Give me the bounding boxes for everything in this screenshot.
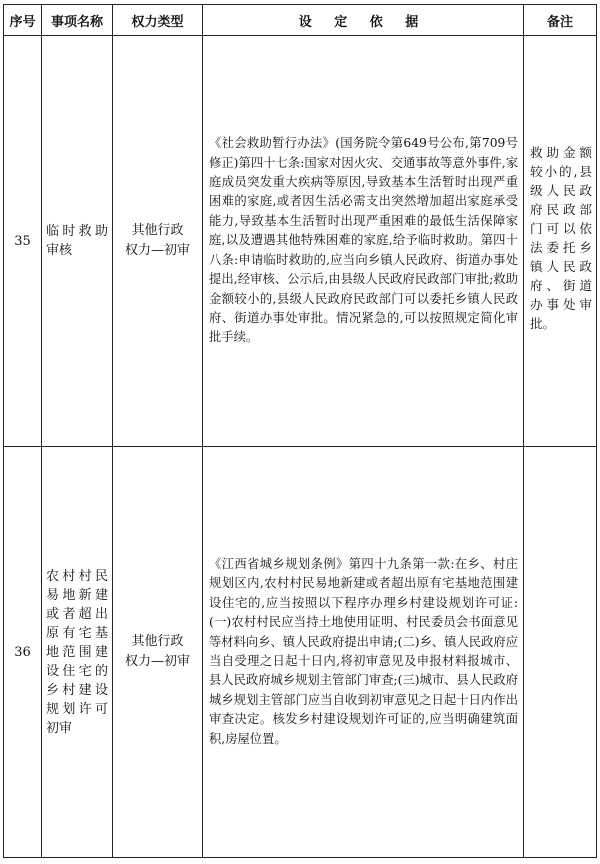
power-type-line: 权力—初审 bbox=[124, 654, 190, 669]
row-serial-number: 36 bbox=[4, 447, 42, 858]
header-legal-basis: 设 定 依 据 bbox=[203, 5, 524, 36]
row-legal-basis: 《社会救助暂行办法》(国务院令第649号公布,第709号修正)第四十七条:国家对因火灾、交通事故等意外事件,家庭成员突发重大疾病等原因,导致基本生活暂时出现严重困难的家庭,或者因生活必需支出突然增加超出家庭承受能力,导致基本生活暂时出现严重困难的最低生活保障家庭,以及遭遇其他特殊困难的家庭,给予临时救助。第四十八条:申请临时救助的,应当向乡镇人民政府、街道办事处提出,经审核、公示后,由县级人民政府民政部门审批;救助金额较小的,县级人民政府民政部门可以委托乡镇人民政府、街道办事处审批。情况紧急的,可以按照规定简化审批手续。 bbox=[203, 36, 524, 447]
row-remark bbox=[524, 36, 597, 447]
row-item-name: 农村村民易地新建或者超出原有宅基地范围建设住宅的乡村建设规划许可初审 bbox=[42, 447, 113, 858]
header-item-name: 事项名称 bbox=[42, 5, 113, 36]
power-type-line: 其他行政 bbox=[131, 634, 184, 649]
row-legal-basis: 《江西省城乡规划条例》第四十九条第一款:在乡、村庄规划区内,农村村民易地新建或者超出原有宅基地范围建设住宅的,应当按照以下程序办理乡村建设规划许可证:(一)农村村民应当持土地使用证明、村民委员会书面意见等材料向乡、镇人民政府提出申请;(二)乡、镇人民政府应当自受理之日起十日内,将初审意见及申报材料报城市、县人民政府城乡规划主管部门审查;(三)城市、县人民政府城乡规划主管部门应当自收到初审意见之日起十日内作出审查决定。核发乡村建设规划许可证的,应当明确建筑面积,房屋位置。 bbox=[203, 447, 524, 858]
header-remark: 备注 bbox=[524, 5, 597, 36]
row-power-type bbox=[113, 36, 203, 447]
header-serial-number: 序号 bbox=[4, 5, 42, 36]
power-type-line: 权力—初审 bbox=[124, 243, 190, 258]
row-item-name: 临时救助审核 bbox=[42, 36, 113, 447]
table-header-row bbox=[4, 5, 597, 36]
table-row bbox=[4, 447, 597, 858]
power-list-table bbox=[3, 4, 597, 858]
remark-text: 救助金额较小的,县级人民政府民政部门可以依法委托乡镇人民政府、街道办事处审批。 bbox=[530, 145, 592, 331]
power-type-line: 其他行政 bbox=[131, 223, 184, 238]
row-remark bbox=[524, 447, 597, 858]
row-serial-number: 35 bbox=[4, 36, 42, 447]
table-row bbox=[4, 36, 597, 447]
header-power-type: 权力类型 bbox=[113, 5, 203, 36]
row-power-type bbox=[113, 447, 203, 858]
